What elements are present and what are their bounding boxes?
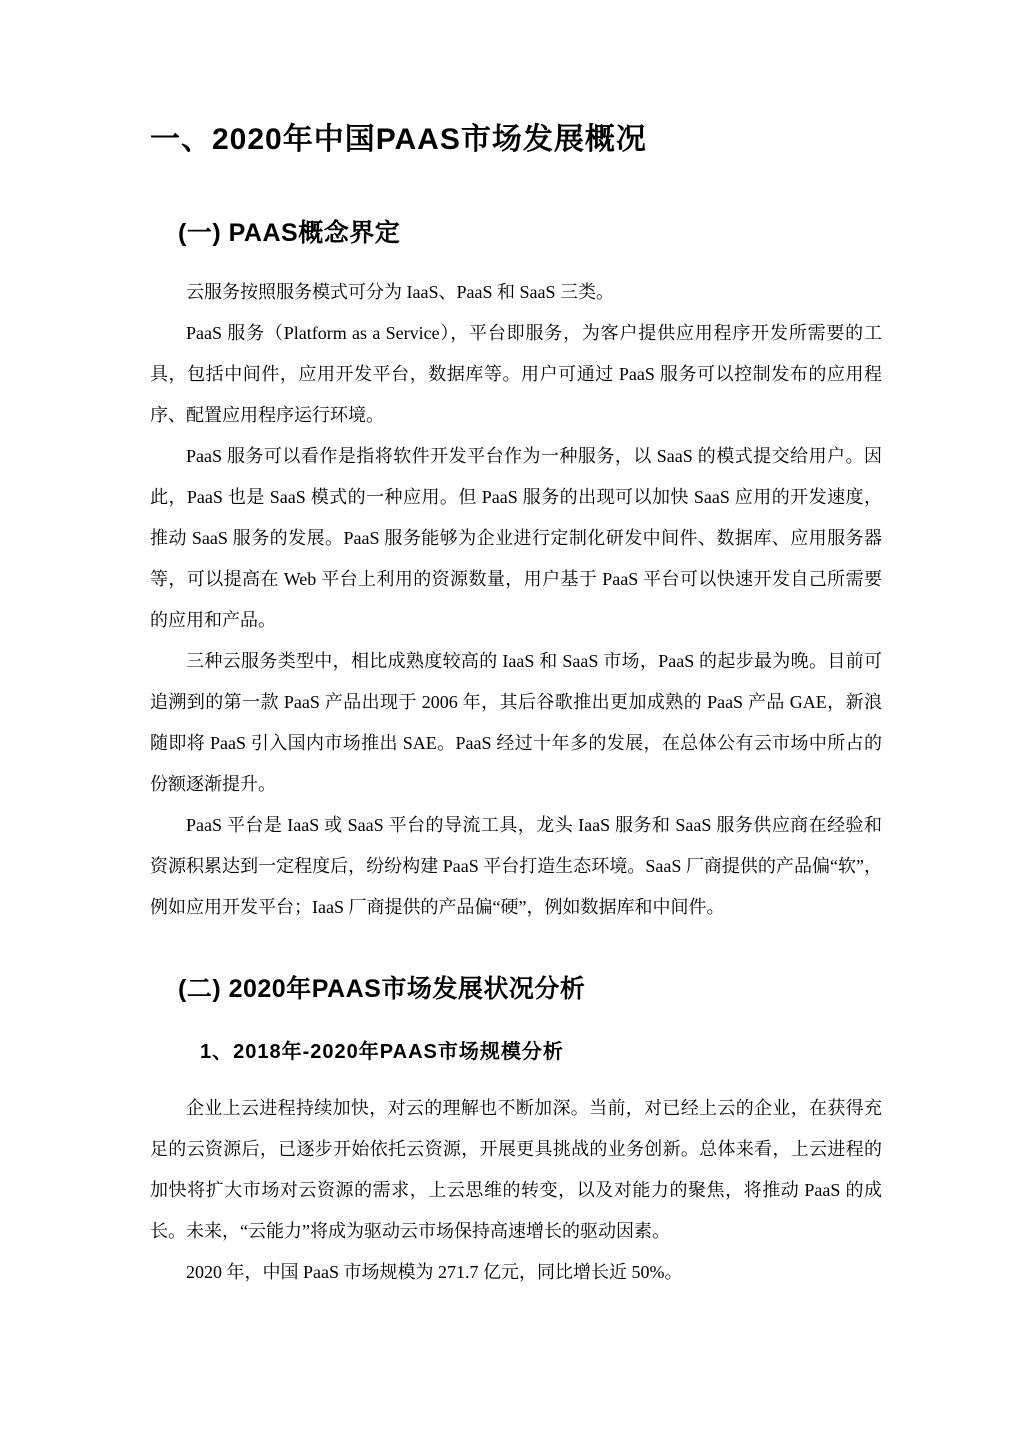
- section-1-body: [150, 272, 882, 928]
- paragraph: PaaS 服务（Platform as a Service），平台即服务，为客户提供应用程序开发所需要的工具，包括中间件，应用开发平台，数据库等。用户可通过 PaaS 服务可以控制发布的应用程序、配置应用程序运行环境。: [150, 323, 882, 425]
- section-2-heading: (二) 2020年PAAS市场发展状况分析: [178, 975, 586, 1003]
- paragraph: 三种云服务类型中，相比成熟度较高的 IaaS 和 SaaS 市场，PaaS 的起步最为晚。目前可追溯到的第一款 PaaS 产品出现于 2006 年，其后谷歌推出更加成熟的 PaaS 产品 GAE，新浪随即将 PaaS 引入国内市场推出 SAE。PaaS 经过十年多的发展，在总体公有云市场中所占的份额逐渐提升。: [150, 651, 882, 794]
- paragraph: PaaS 平台是 IaaS 或 SaaS 平台的导流工具，龙头 IaaS 服务和 SaaS 服务供应商在经验和资源积累达到一定程度后，纷纷构建 PaaS 平台打造生态环境。SaaS 厂商提供的产品偏“软”，例如应用开发平台；IaaS 厂商提供的产品偏“硬”，例如数据库和中间件。: [150, 815, 882, 917]
- paragraph: 云服务按照服务模式可分为 IaaS、PaaS 和 SaaS 三类。: [186, 282, 614, 302]
- page-title: 一、2020年中国PAAS市场发展概况: [150, 123, 647, 156]
- paragraph: PaaS 服务可以看作是指将软件开发平台作为一种服务，以 SaaS 的模式提交给用户。因此，PaaS 也是 SaaS 模式的一种应用。但 PaaS 服务的出现可以加快 SaaS 应用的开发速度，推动 SaaS 服务的发展。PaaS 服务能够为企业进行定制化研发中间件、数据库、应用服务器等，可以提高在 Web 平台上利用的资源数量，用户基于 PaaS 平台可以快速开发自己所需要的应用和产品。: [150, 446, 882, 630]
- section-2-body: [150, 1088, 882, 1293]
- section-1-heading: (一) PAAS概念界定: [178, 219, 401, 247]
- paragraph: 2020 年，中国 PaaS 市场规模为 271.7 亿元，同比增长近 50%。: [186, 1262, 683, 1282]
- subsection-1-heading: 1、2018年-2020年PAAS市场规模分析: [200, 1041, 564, 1063]
- paragraph: 企业上云进程持续加快，对云的理解也不断加深。当前，对已经上云的企业，在获得充足的云资源后，已逐步开始依托云资源，开展更具挑战的业务创新。总体来看，上云进程的加快将扩大市场对云资源的需求，上云思维的转变，以及对能力的聚焦，将推动 PaaS 的成长。未来，“云能力”将成为驱动云市场保持高速增长的驱动因素。: [150, 1098, 882, 1241]
